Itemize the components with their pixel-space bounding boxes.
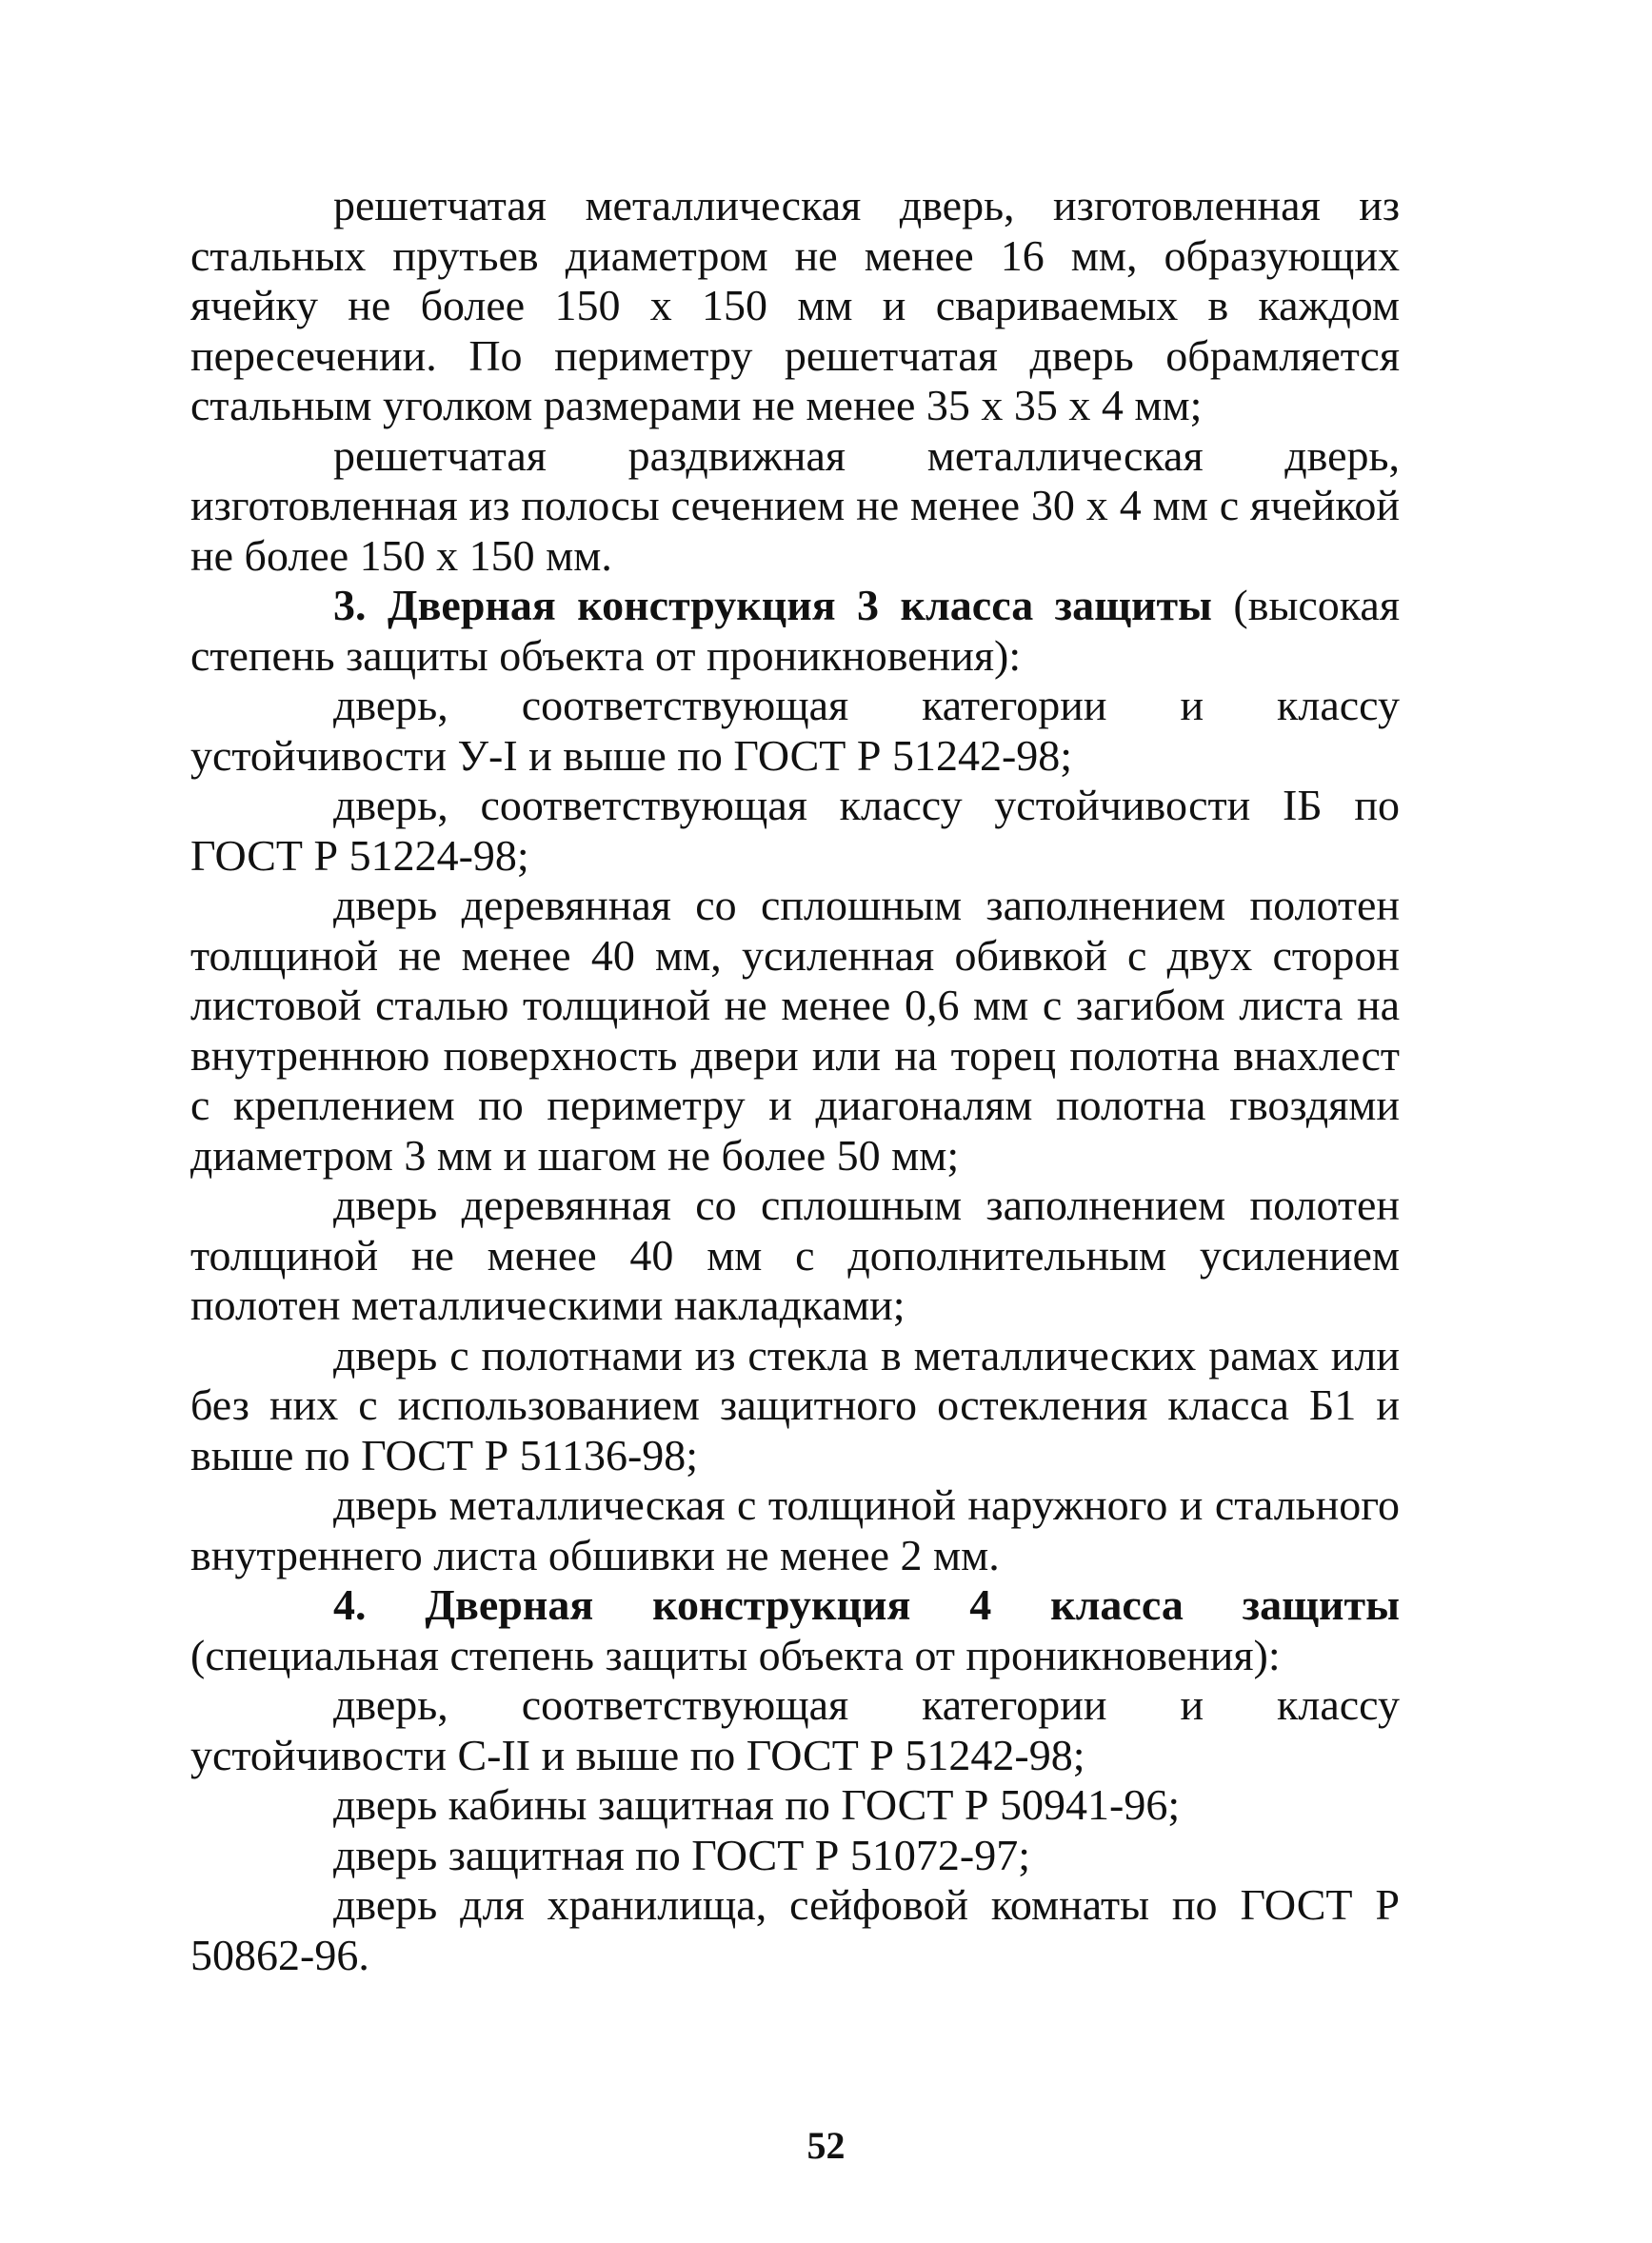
paragraph-class-3-item-6 <box>190 1480 1400 1580</box>
paragraph-text: дверь, соответствующая категории и классу устойчивости С-II и выше по ГОСТ Р 51242-98; <box>190 1680 1400 1779</box>
paragraph-text: дверь кабины защитная по ГОСТ Р 50941-96; <box>333 1780 1181 1829</box>
paragraph-text: (специальная степень защиты объекта от проникновения): <box>190 1630 1281 1679</box>
paragraph-class-3-item-4 <box>190 1181 1400 1331</box>
paragraph-text: решетчатая раздвижная металлическая дверь, изготовленная из полосы сечением не менее 30 х 4 мм с ячейкой не более 150 х 150 мм. <box>190 430 1400 580</box>
paragraph-class-3-item-2 <box>190 781 1400 881</box>
paragraph-text: дверь, соответствующая категории и классу устойчивости У-I и выше по ГОСТ Р 51242-98; <box>190 681 1400 780</box>
paragraph-text: дверь с полотнами из стекла в металлических рамах или без них с использованием защитного остекления класса Б1 и выше по ГОСТ Р 51136-98; <box>190 1330 1400 1479</box>
section-heading-class-3: 3. Дверная конструкция 3 класса защиты <box>333 581 1212 629</box>
paragraph-class-4-item-3 <box>190 1831 1400 1881</box>
page-number: 52 <box>806 2124 846 2167</box>
paragraph-text: дверь, соответствующая классу устойчивости IБ по ГОСТ Р 51224-98; <box>190 781 1400 880</box>
paragraph-text: дверь деревянная со сплошным заполнением полотен толщиной не менее 40 мм, усиленная обивкой с двух сторон листовой сталью толщиной не менее 0,6 мм с загибом листа на внутреннюю поверхность двери или на торец полотна внахлест с креплением по периметру и диагоналям полотна гвоздями диаметром 3 мм и шагом не более 50 мм; <box>190 881 1400 1180</box>
paragraph-class-3-item-1 <box>190 681 1400 781</box>
paragraph-class-3-item-3 <box>190 881 1400 1181</box>
paragraph-text: дверь деревянная со сплошным заполнением полотен толщиной не менее 40 мм с дополнительным усилением полотен металлическими накладками; <box>190 1181 1400 1329</box>
paragraph-text: дверь для хранилища, сейфовой комнаты по ГОСТ Р 50862-96. <box>190 1880 1400 1979</box>
paragraph-text: дверь защитная по ГОСТ Р 51072-97; <box>333 1830 1030 1879</box>
section-heading-class-4: 4. Дверная конструкция 4 класса защиты <box>333 1580 1400 1629</box>
paragraph-text: (высокая степень защиты объекта от проникновения): <box>190 581 1400 680</box>
paragraph-grated-door <box>190 181 1400 431</box>
paragraph-sliding-grated-door <box>190 431 1400 582</box>
paragraph-text: решетчатая металлическая дверь, изготовленная из стальных прутьев диаметром не менее 16 мм, образующих ячейку не более 150 х 150 мм и свариваемых в каждом пересечении. По периметру решетчатая дверь обрамляется стальным уголком размерами не менее 35 х 35 х 4 мм; <box>190 181 1400 429</box>
paragraph-class-4-heading <box>190 1580 1400 1680</box>
paragraph-class-4-item-1 <box>190 1680 1400 1780</box>
paragraph-class-3-item-5 <box>190 1331 1400 1481</box>
paragraph-class-4-item-4 <box>190 1880 1400 1980</box>
paragraph-class-3-heading <box>190 581 1400 681</box>
paragraph-text: дверь металлическая с толщиной наружного и стального внутреннего листа обшивки не менее 2 мм. <box>190 1480 1400 1579</box>
page-body <box>190 181 1400 1980</box>
paragraph-class-4-item-2 <box>190 1780 1400 1831</box>
